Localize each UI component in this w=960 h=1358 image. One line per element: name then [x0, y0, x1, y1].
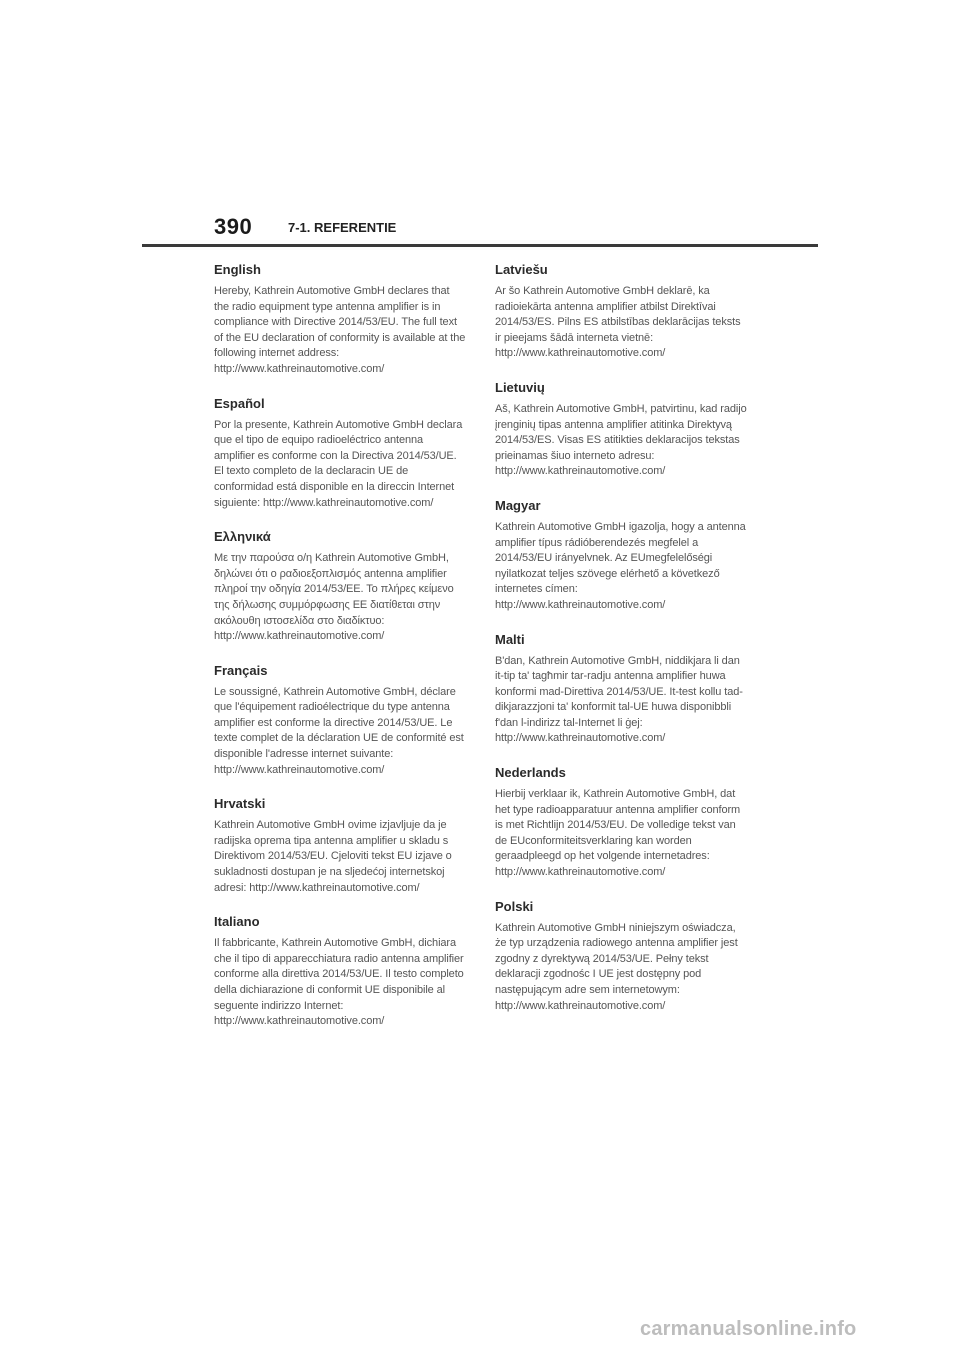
- section-polski: [495, 899, 747, 1015]
- section-heading: Polski: [495, 898, 534, 914]
- section-hrvatski: [214, 796, 466, 896]
- section-text: Ar šo Kathrein Automotive GmbH deklarē, ka radioiekārta antenna amplifier atbilst Direktīvai 2014/53/ES. Pilns ES atbilstības deklarācijas teksts ir pieejams šādā interneta vietnē: http://www.kathreinautomotive.com/: [495, 285, 741, 360]
- section-heading: Hrvatski: [214, 796, 266, 812]
- section-text: Le soussigné, Kathrein Automotive GmbH, déclare que l'équipement radioélectrique du type antenna amplifier est conforme la directive 2014/53/UE. Le texte complet de la déclaration UE de conformité est disponible l'adresse internet suivante: http://www.kathreinautomotive.com/: [214, 685, 464, 776]
- section-text: Kathrein Automotive GmbH ovime izjavljuje da je radijska oprema tipa antenna amplifier u skladu s Direktivom 2014/53/EU. Cjeloviti tekst EU izjave o sukladnosti dostupan je na sljedećoj internetskoj adresi: http://www.kathreinautomotive.com/: [214, 819, 452, 894]
- section-heading: Español: [214, 395, 265, 411]
- section-magyar: [495, 498, 747, 614]
- section-italiano: [214, 914, 466, 1030]
- section-english: [214, 262, 466, 378]
- header-divider: [142, 244, 818, 247]
- left-column: [214, 262, 466, 1048]
- section-nederlands: [495, 765, 747, 881]
- section-heading: Lietuvių: [495, 379, 545, 395]
- section-heading: Ελληνικά: [214, 529, 271, 545]
- section-text: Aš, Kathrein Automotive GmbH, patvirtinu, kad radijo įrenginių tipas antenna amplifier atitinka Direktyvą 2014/53/ES. Visas ES atitikties deklaracijos tekstas prieinamas šiuo interneto adresu: http://www.kathreinautomotive.com/: [495, 402, 747, 478]
- section-text: Hierbij verklaar ik, Kathrein Automotive GmbH, dat het type radioapparatuur antenna amplifier conform is met Richtlijn 2014/53/EU. De volledige tekst van de EUconformiteitsverklaring kan worden geraadpleegd op het volgende internetadres: http://www.kathreinautomotive.com/: [495, 788, 741, 879]
- section-text: Hereby, Kathrein Automotive GmbH declares that the radio equipment type antenna amplifier is in compliance with Directive 2014/53/EU. The full text of the EU declaration of conformity is available at the following internet address: http://www.kathreinautomotive.com/: [214, 285, 466, 375]
- section-text: Il fabbricante, Kathrein Automotive GmbH, dichiara che il tipo di apparecchiatura radio antenna amplifier conforme alla direttiva 2014/53/UE. Il testo completo della dichiarazione di conformit UE disponibile al seguente indirizzo Internet: http://www.kathreinautomotive.com/: [214, 937, 464, 1028]
- section-text: Por la presente, Kathrein Automotive GmbH declara que el tipo de equipo radioeléctrico antenna amplifier es conforme con la Directiva 2014/53/UE. El texto completo de la declaracin UE de conformidad está disponible en la direccin Internet siguiente: http://www.kathreinautomotive.com/: [214, 418, 463, 509]
- section-heading: Nederlands: [495, 765, 566, 781]
- section-heading: Malti: [495, 631, 525, 647]
- page-header: [0, 0, 960, 250]
- chapter-title: 7-1. REFERENTIE: [288, 220, 397, 235]
- section-lietuviu: [495, 380, 747, 480]
- section-heading: Latviešu: [495, 262, 548, 277]
- section-francais: [214, 663, 466, 779]
- section-heading: Magyar: [495, 497, 541, 513]
- section-latviesu: [495, 262, 747, 362]
- section-heading: Français: [214, 662, 268, 678]
- section-heading: Italiano: [214, 914, 260, 930]
- section-malti: [495, 632, 747, 748]
- right-column: [495, 262, 747, 1032]
- watermark: carmanualsonline.info: [640, 1318, 857, 1340]
- section-greek: [214, 529, 466, 645]
- section-text: B'dan, Kathrein Automotive GmbH, niddikjara li dan it-tip ta' tagħmir tar-radju antenna amplifier huwa konformi mad-Direttiva 2014/53/UE. It-test kollu tad-dikjarazzjoni ta' konformit tal-UE huwa disponibbli f'dan l-indirizz tal-Internet li ġej: http://www.kathreinautomotive.com/: [495, 654, 743, 745]
- section-heading: English: [214, 262, 261, 277]
- section-text: Kathrein Automotive GmbH niniejszym oświadcza, że typ urządzenia radiowego antenna amplifier jest zgodny z dyrektywą 2014/53/UE. Pełny tekst deklaracji zgodnośc I UE jest dostępny pod następującym adre sem internetowym: http://www.kathreinautomotive.com/: [495, 921, 738, 1012]
- section-text: Με την παρούσα ο/η Kathrein Automotive GmbH, δηλώνει ότι ο ραδιοεξοπλισμός antenna amplifier πληροί την οδηγία 2014/53/ΕΕ. Το πλήρες κείμενο της δήλωσης συμμόρφωσης ΕΕ διατίθεται στην ακόλουθη ιστοσελίδα στο διαδίκτυο: http://www.kathreinautomotive.com/: [214, 552, 454, 643]
- section-text: Kathrein Automotive GmbH igazolja, hogy a antenna amplifier típus rádióberendezés megfelel a 2014/53/EU irányelvnek. Az EUmegfelelőségi nyilatkozat teljes szövege elérhető a következő internetes címen: http://www.kathreinautomotive.com/: [495, 520, 746, 611]
- page-number: 390: [214, 214, 253, 239]
- section-espanol: [214, 396, 466, 512]
